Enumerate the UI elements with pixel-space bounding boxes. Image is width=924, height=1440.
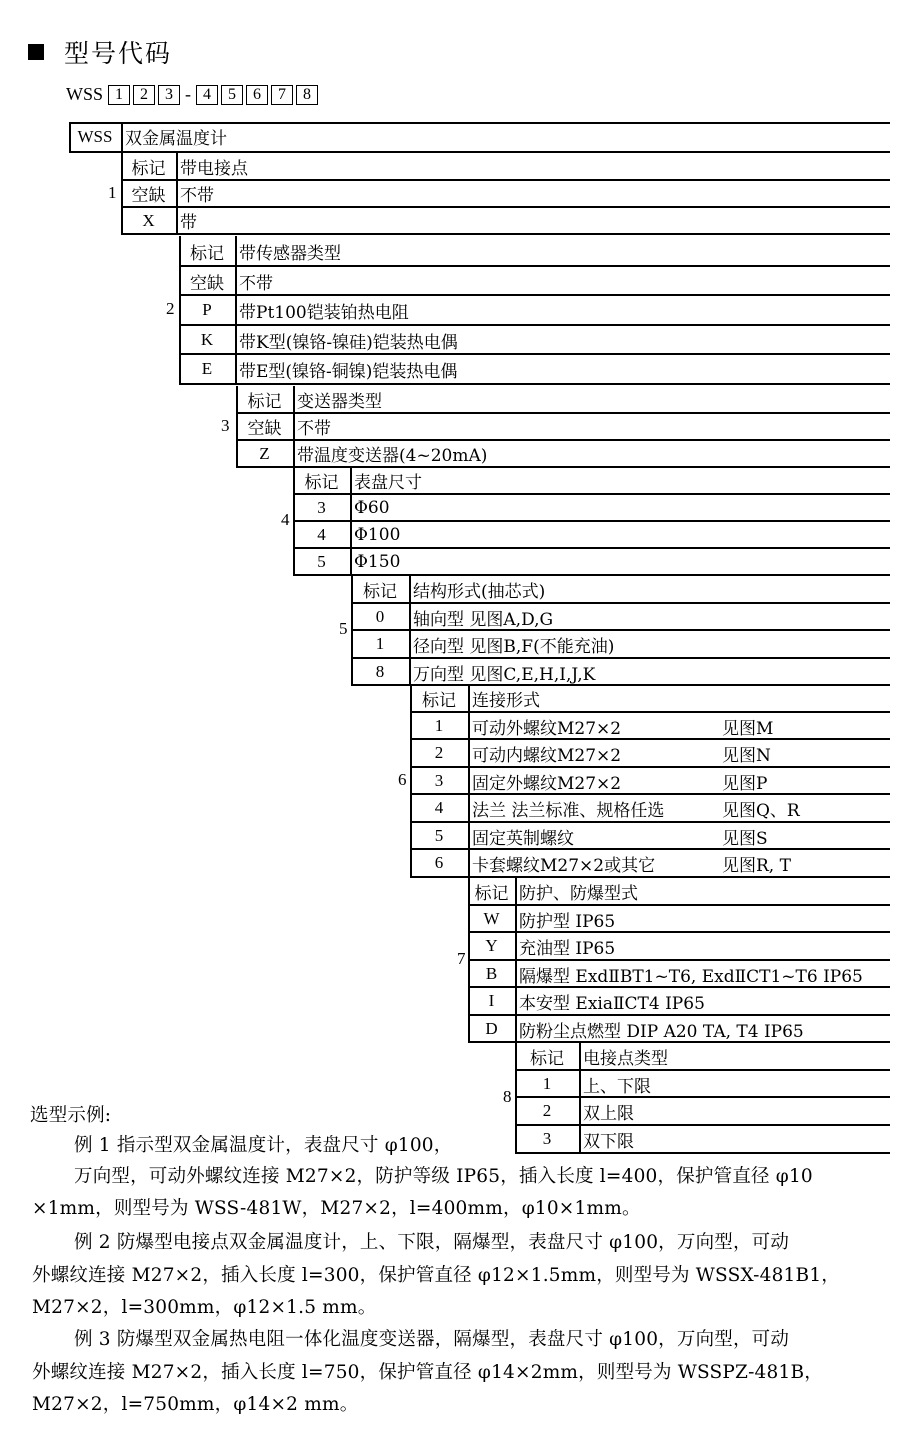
- option-desc: 双上限: [583, 1103, 634, 1124]
- table-rule: [293, 386, 295, 468]
- group-header-row: [293, 467, 422, 494]
- header-title: 结构形式(抽芯式): [413, 581, 546, 602]
- model-box-2: 2: [133, 85, 155, 105]
- example-line: 例 2 防爆型电接点双金属温度计，上、下限，隔爆型，表盘尺寸 φ100，万向型，可动: [74, 1232, 790, 1253]
- option-desc: 双下限: [583, 1131, 634, 1152]
- table-rule: [121, 153, 123, 235]
- table-rule: [179, 265, 890, 267]
- table-rule: [410, 684, 412, 878]
- option-figure-ref: 见图N: [722, 745, 771, 766]
- group-header-row: [236, 386, 382, 413]
- header-mark: 标记: [422, 690, 456, 711]
- option-desc: 上、下限: [583, 1076, 651, 1097]
- top-row-code: WSS: [77, 126, 113, 146]
- option-code: W: [483, 909, 500, 928]
- model-box-4: 4: [196, 85, 218, 105]
- option-desc: 带K型(镍铬-镍硅)铠装热电偶: [239, 332, 458, 353]
- option-code: 4: [434, 798, 444, 817]
- group-number: 8: [503, 1087, 512, 1106]
- table-rule: [121, 233, 890, 235]
- option-figure-ref: 见图P: [722, 773, 768, 794]
- group-header-row: [121, 153, 248, 180]
- group-number: 4: [281, 510, 290, 529]
- option-desc: 可动外螺纹M27×2: [472, 718, 622, 739]
- option-code: Y: [485, 936, 498, 955]
- model-box-8: 8: [296, 85, 318, 105]
- group-header-row: [179, 236, 341, 266]
- option-row: [468, 987, 705, 1015]
- option-desc: 法兰 法兰标准、规格任选: [472, 800, 665, 821]
- option-code: 8: [375, 662, 385, 681]
- option-row: [236, 413, 331, 440]
- option-row: [121, 180, 214, 207]
- table-rule: [468, 684, 470, 878]
- model-prefix: WSS: [66, 84, 104, 104]
- option-row: [468, 1015, 804, 1043]
- option-row: [293, 521, 400, 548]
- option-desc: 本安型 ExiaⅡCT4 IP65: [519, 993, 705, 1014]
- option-code: P: [202, 300, 212, 319]
- option-code: 6: [434, 853, 444, 872]
- example-line: M27×2，l=300mm，φ12×1.5 mm。: [32, 1297, 377, 1318]
- table-rule: [515, 1042, 517, 1154]
- option-row: [410, 794, 800, 822]
- group-header-row: [468, 877, 638, 905]
- table-rule: [293, 467, 295, 576]
- option-row: [351, 630, 614, 658]
- section-title: [28, 34, 172, 70]
- table-rule: [515, 1152, 890, 1154]
- option-code: 4: [317, 524, 326, 544]
- header-title: 表盘尺寸: [354, 473, 422, 493]
- group-header-row: [515, 1042, 668, 1070]
- header-mark: 标记: [190, 243, 224, 264]
- option-desc: 防护型 IP65: [519, 911, 616, 932]
- option-row: [179, 266, 273, 296]
- option-code: 3: [317, 497, 326, 517]
- model-box-1: 1: [108, 85, 130, 105]
- table-rule: [515, 877, 517, 1043]
- option-row: [468, 905, 615, 933]
- table-rule: [235, 236, 237, 385]
- option-row: [410, 849, 791, 877]
- option-code: 1: [542, 1074, 552, 1093]
- option-row: [468, 960, 863, 988]
- option-row: [410, 767, 768, 795]
- option-desc: 带: [180, 213, 197, 233]
- option-row: [351, 658, 595, 686]
- model-box-3: 3: [158, 85, 180, 105]
- table-rule: [121, 206, 890, 208]
- option-code: 1: [434, 716, 444, 735]
- option-row: [179, 295, 409, 325]
- option-desc: Φ100: [354, 524, 401, 545]
- table-rule: [121, 179, 890, 181]
- option-desc: 卡套螺纹M27×2或其它: [472, 855, 656, 876]
- option-row: [179, 325, 458, 355]
- option-row: [293, 494, 390, 521]
- example-line: 例 1 指示型双金属温度计，表盘尺寸 φ100，: [74, 1135, 453, 1156]
- option-desc: 固定外螺纹M27×2: [472, 773, 622, 794]
- example-line: ×1mm，则型号为 WSS-481W，M27×2，l=400mm，φ10×1mm。: [32, 1198, 641, 1219]
- option-desc: 不带: [297, 419, 331, 439]
- table-rule: [179, 236, 181, 385]
- table-rule: [409, 575, 411, 686]
- option-row: [410, 822, 768, 850]
- header-title: 带电接点: [180, 159, 248, 179]
- header-title: 变送器类型: [297, 392, 382, 412]
- option-row: [351, 603, 553, 631]
- table-rule: [351, 575, 353, 686]
- option-desc: 不带: [180, 186, 214, 206]
- option-code: 2: [434, 743, 444, 762]
- option-row: [410, 739, 771, 767]
- model-dash: -: [185, 84, 192, 104]
- model-box-7: 7: [271, 85, 293, 105]
- option-figure-ref: 见图M: [722, 718, 774, 739]
- model-box-5: 5: [221, 85, 243, 105]
- option-row: [515, 1070, 651, 1098]
- option-figure-ref: 见图R, T: [722, 855, 791, 876]
- table-rule: [468, 877, 470, 1043]
- model-code-pattern: [66, 84, 318, 105]
- option-desc: 防粉尘点燃型 DIP A20 TA, T4 IP65: [519, 1021, 804, 1042]
- option-row: [179, 354, 457, 384]
- header-title: 带传感器类型: [239, 243, 341, 264]
- option-code: X: [142, 210, 155, 230]
- option-code: D: [485, 1019, 498, 1038]
- option-code: Z: [259, 443, 270, 463]
- option-row: [236, 440, 487, 467]
- option-desc: 带E型(镍铬-铜镍)铠装热电偶: [239, 361, 458, 382]
- example-line: M27×2，l=750mm，φ14×2 mm。: [32, 1394, 359, 1415]
- examples-heading: 选型示例:: [30, 1105, 112, 1126]
- table-rule: [236, 386, 238, 468]
- header-title: 连接形式: [472, 690, 540, 711]
- header-mark: 标记: [474, 883, 509, 904]
- table-rule: [579, 1042, 581, 1154]
- table-rule: [176, 153, 178, 235]
- option-desc: 径向型 见图B,F(不能充油): [413, 636, 615, 657]
- table-rule: [236, 412, 890, 414]
- group-number: 3: [221, 416, 230, 435]
- option-figure-ref: 见图Q、R: [722, 800, 800, 821]
- option-desc: Φ60: [354, 497, 390, 518]
- option-code: 5: [317, 551, 326, 571]
- option-row: [468, 932, 615, 960]
- option-desc: 带温度变送器(4~20mA): [297, 446, 488, 466]
- option-row: [410, 712, 774, 740]
- option-row: [293, 548, 400, 575]
- option-code: 0: [375, 607, 385, 626]
- header-title: 防护、防爆型式: [519, 883, 638, 904]
- table-rule: [179, 383, 890, 385]
- group-number: 2: [166, 299, 175, 318]
- group-number: 7: [457, 949, 466, 968]
- option-code: I: [488, 991, 495, 1010]
- group-number: 6: [398, 770, 407, 789]
- option-desc: 固定英制螺纹: [472, 828, 574, 849]
- option-code: 1: [375, 634, 385, 653]
- option-row: [515, 1125, 634, 1153]
- group-number: 1: [108, 183, 117, 202]
- header-mark: 标记: [363, 581, 397, 602]
- header-title: 电接点类型: [583, 1048, 668, 1069]
- model-box-6: 6: [246, 85, 268, 105]
- option-code: 空缺: [247, 419, 282, 438]
- option-code: K: [200, 330, 214, 349]
- group-header-row: [351, 575, 545, 603]
- header-mark: 标记: [530, 1048, 564, 1069]
- header-mark: 标记: [131, 159, 166, 179]
- example-line: 万向型，可动外螺纹连接 M27×2，防护等级 IP65，插入长度 l=400，保护管直径 φ10: [74, 1166, 813, 1187]
- example-line: 外螺纹连接 M27×2，插入长度 l=750，保护管直径 φ14×2mm，则型号为 WSSPZ-481B，: [32, 1362, 823, 1383]
- example-line: 外螺纹连接 M27×2，插入长度 l=300，保护管直径 φ12×1.5mm，则型号为 WSSX-481B1，: [32, 1265, 840, 1286]
- section-title-text: 型号代码: [64, 39, 173, 68]
- top-row: [69, 122, 227, 151]
- option-desc: 充油型 IP65: [519, 938, 616, 959]
- example-line: 例 3 防爆型双金属热电阻一体化温度变送器，隔爆型，表盘尺寸 φ100，万向型，可动: [74, 1329, 790, 1350]
- group-header-row: [410, 684, 540, 712]
- square-bullet-icon: [28, 44, 44, 60]
- top-row-desc: 双金属温度计: [125, 129, 227, 149]
- table-rule: [350, 467, 352, 576]
- option-code: E: [201, 359, 213, 378]
- option-row: [515, 1097, 634, 1125]
- option-desc: 带Pt100铠装铂热电阻: [239, 302, 409, 323]
- option-desc: 可动内螺纹M27×2: [472, 745, 622, 766]
- option-row: [121, 207, 197, 234]
- option-code: B: [485, 964, 498, 983]
- option-code: 3: [434, 771, 444, 790]
- header-mark: 标记: [304, 473, 339, 493]
- option-code: 2: [542, 1101, 552, 1120]
- option-desc: Φ150: [354, 551, 401, 572]
- option-desc: 万向型 见图C,E,H,I,J,K: [413, 664, 596, 685]
- option-figure-ref: 见图S: [722, 828, 768, 849]
- option-code: 空缺: [131, 186, 166, 205]
- option-desc: 隔爆型 ExdⅡBT1~T6, ExdⅡCT1~T6 IP65: [519, 966, 863, 987]
- option-code: 3: [542, 1129, 552, 1148]
- group-number: 5: [339, 619, 348, 638]
- header-mark: 标记: [247, 392, 282, 412]
- option-code: 5: [434, 826, 444, 845]
- option-desc: 不带: [239, 273, 273, 294]
- option-desc: 轴向型 见图A,D,G: [413, 609, 554, 630]
- option-code: 空缺: [190, 273, 224, 293]
